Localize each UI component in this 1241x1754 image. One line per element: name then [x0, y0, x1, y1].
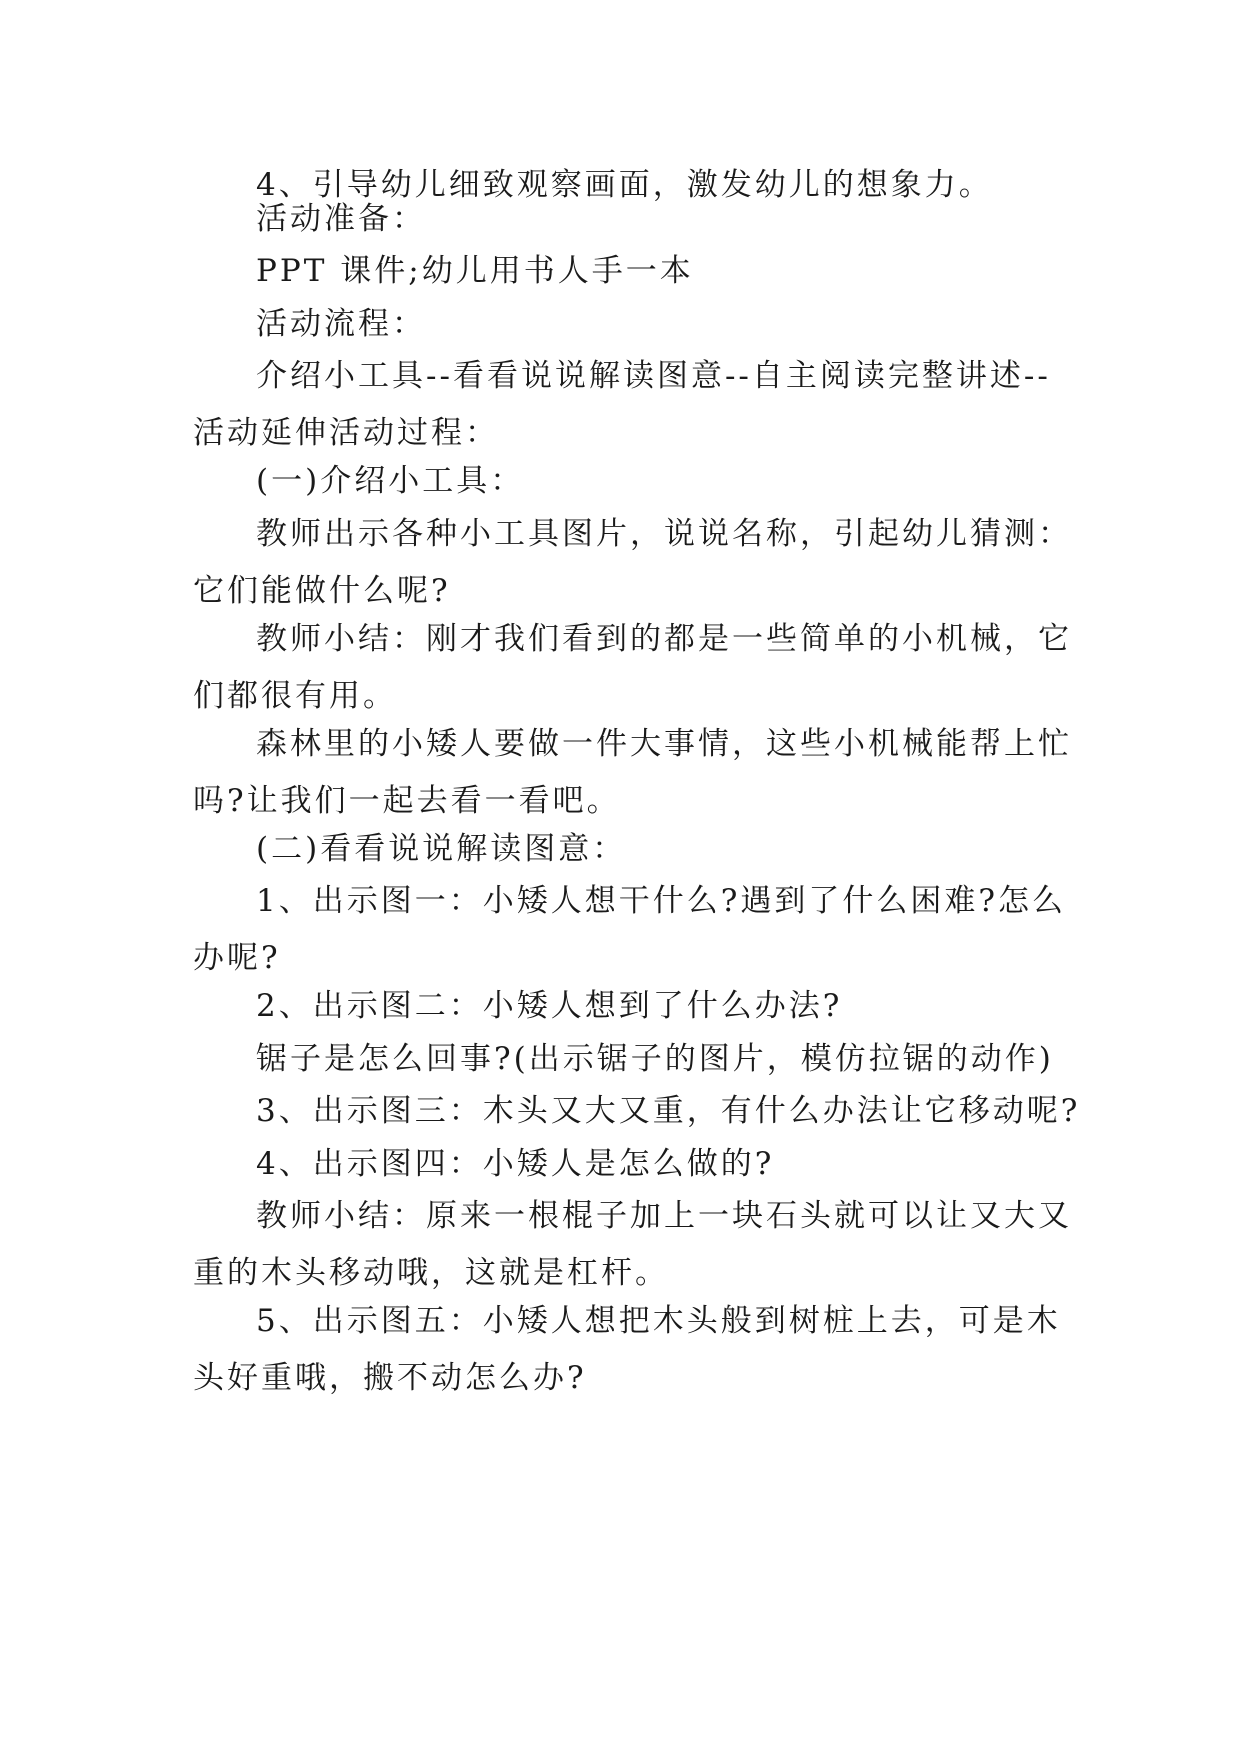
text-line: 4、引导幼儿细致观察画面，激发幼儿的想象力。	[256, 167, 993, 203]
paragraph	[193, 348, 1053, 462]
text-line: 3、出示图三：木头又大又重，有什么办法让它移动呢?	[256, 1093, 1081, 1129]
paragraph	[193, 978, 1053, 1035]
paragraph	[193, 1188, 1072, 1302]
paragraph	[193, 296, 1053, 353]
text-line: 吗?让我们一起去看一看吧。	[193, 783, 621, 819]
text-line: 森林里的小矮人要做一件大事情，这些小机械能帮上忙	[256, 726, 1072, 762]
paragraph	[193, 453, 1053, 510]
text-line: 介绍小工具--看看说说解读图意--自主阅读完整讲述--	[256, 358, 1051, 394]
text-line: 1、出示图一：小矮人想干什么?遇到了什么困难?怎么	[256, 883, 1066, 919]
text-line: 锯子是怎么回事?(出示锯子的图片，模仿拉锯的动作)	[256, 1041, 1054, 1077]
paragraph	[193, 716, 1072, 830]
paragraph	[193, 1031, 1053, 1088]
paragraph	[193, 191, 1053, 248]
text-line: 教师小结：刚才我们看到的都是一些简单的小机械，它	[256, 621, 1072, 657]
paragraph	[193, 611, 1072, 725]
text-line: 活动准备：	[256, 201, 426, 237]
text-line: 们都很有用。	[193, 678, 397, 714]
paragraph	[193, 506, 1072, 620]
text-line: 教师出示各种小工具图片，说说名称，引起幼儿猜测：	[256, 516, 1072, 552]
paragraph	[193, 1293, 1061, 1407]
text-line: 2、出示图二：小矮人想到了什么办法?	[256, 988, 843, 1024]
text-line: (一)介绍小工具：	[256, 463, 525, 499]
paragraph	[193, 1083, 1081, 1140]
text-line: 5、出示图五：小矮人想把木头般到树桩上去，可是木	[256, 1303, 1061, 1339]
paragraph	[193, 243, 1053, 300]
text-line: 活动延伸活动过程：	[193, 415, 499, 451]
paragraph	[193, 821, 1053, 878]
text-line: (二)看看说说解读图意：	[256, 831, 627, 867]
paragraph	[193, 873, 1066, 987]
text-line: 活动流程：	[256, 306, 426, 342]
text-line: 4、出示图四：小矮人是怎么做的?	[256, 1146, 775, 1182]
paragraph	[193, 1136, 1053, 1193]
text-line: 教师小结：原来一根棍子加上一块石头就可以让又大又	[256, 1198, 1072, 1234]
text-line: PPT 课件;幼儿用书人手一本	[256, 253, 694, 289]
text-line: 办呢?	[193, 940, 281, 976]
text-line: 头好重哦，搬不动怎么办?	[193, 1360, 587, 1396]
text-line: 重的木头移动哦，这就是杠杆。	[193, 1255, 669, 1291]
text-line: 它们能做什么呢?	[193, 573, 451, 609]
